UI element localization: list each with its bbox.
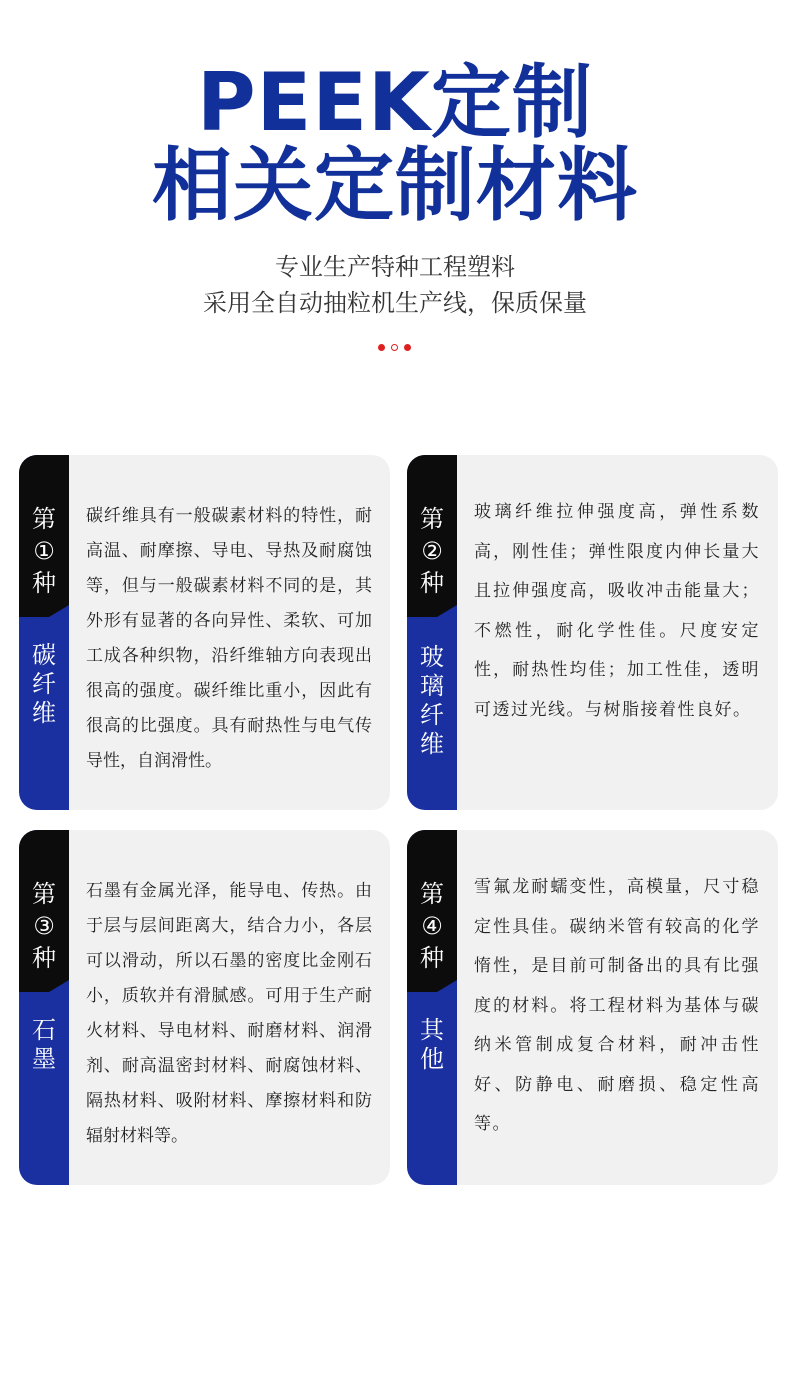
page-title-line-2: 相关定制材料 (152, 139, 638, 232)
card-side-bar (19, 455, 69, 810)
card-material-name: 碳 纤 维 (32, 641, 56, 727)
material-card-carbon-fiber (19, 455, 390, 810)
material-card-other (407, 830, 778, 1185)
card-side-bar (19, 830, 69, 1185)
card-description: 雪氟龙耐蠕变性，高模量，尺寸稳定性具佳。碳纳米管有较高的化学惰性，是目前可制备出的具有比强度的材料。将工程材料为基体与碳纳米管制成复合材料，耐冲击性好、防静电、耐磨损、稳定性高等。 (474, 877, 760, 1134)
page-title-line-1: PEEK定制 (197, 56, 593, 149)
subtitle-line-1: 专业生产特种工程塑料 (275, 253, 515, 281)
card-material-name: 其 他 (420, 1016, 444, 1073)
card-ordinal: 第 ① 种 (32, 505, 56, 597)
card-description: 碳纤维具有一般碳素材料的特性，耐高温、耐摩擦、导电、导热及耐腐蚀等，但与一般碳素材料不同的是，其外形有显著的各向异性、柔软、可加工成各种织物，沿纤维轴方向表现出很高的强度。碳纤维比重小，因此有很高的比强度。具有耐热性与电气传导性，自润滑性。 (86, 506, 372, 771)
subtitle-line-2: 采用全自动抽粒机生产线，保质保量 (203, 289, 587, 317)
card-side-bar (407, 830, 457, 1185)
dot-icon (378, 344, 385, 351)
dot-outline-icon (391, 344, 398, 351)
material-card-graphite (19, 830, 390, 1185)
material-card-glass-fiber (407, 455, 778, 810)
decorative-dots (378, 343, 418, 353)
card-ordinal: 第 ② 种 (420, 505, 444, 597)
card-side-bar (407, 455, 457, 810)
card-material-name: 玻 璃 纤 维 (420, 643, 444, 758)
dot-icon (404, 344, 411, 351)
card-ordinal: 第 ③ 种 (32, 880, 56, 972)
card-description: 石墨有金属光泽，能导电、传热。由于层与层间距离大，结合力小，各层可以滑动，所以石墨的密度比金刚石小，质软并有滑腻感。可用于生产耐火材料、导电材料、耐磨材料、润滑剂、耐高温密封材料、耐腐蚀材料、隔热材料、吸附材料、摩擦材料和防辐射材料等。 (86, 881, 372, 1146)
card-ordinal: 第 ④ 种 (420, 880, 444, 972)
card-description: 玻璃纤维拉伸强度高，弹性系数高，刚性佳；弹性限度内伸长量大且拉伸强度高，吸收冲击能量大；不燃性，耐化学性佳。尺度安定性，耐热性均佳；加工性佳，透明可透过光线。与树脂接着性良好。 (474, 502, 760, 720)
card-material-name: 石 墨 (32, 1016, 56, 1073)
